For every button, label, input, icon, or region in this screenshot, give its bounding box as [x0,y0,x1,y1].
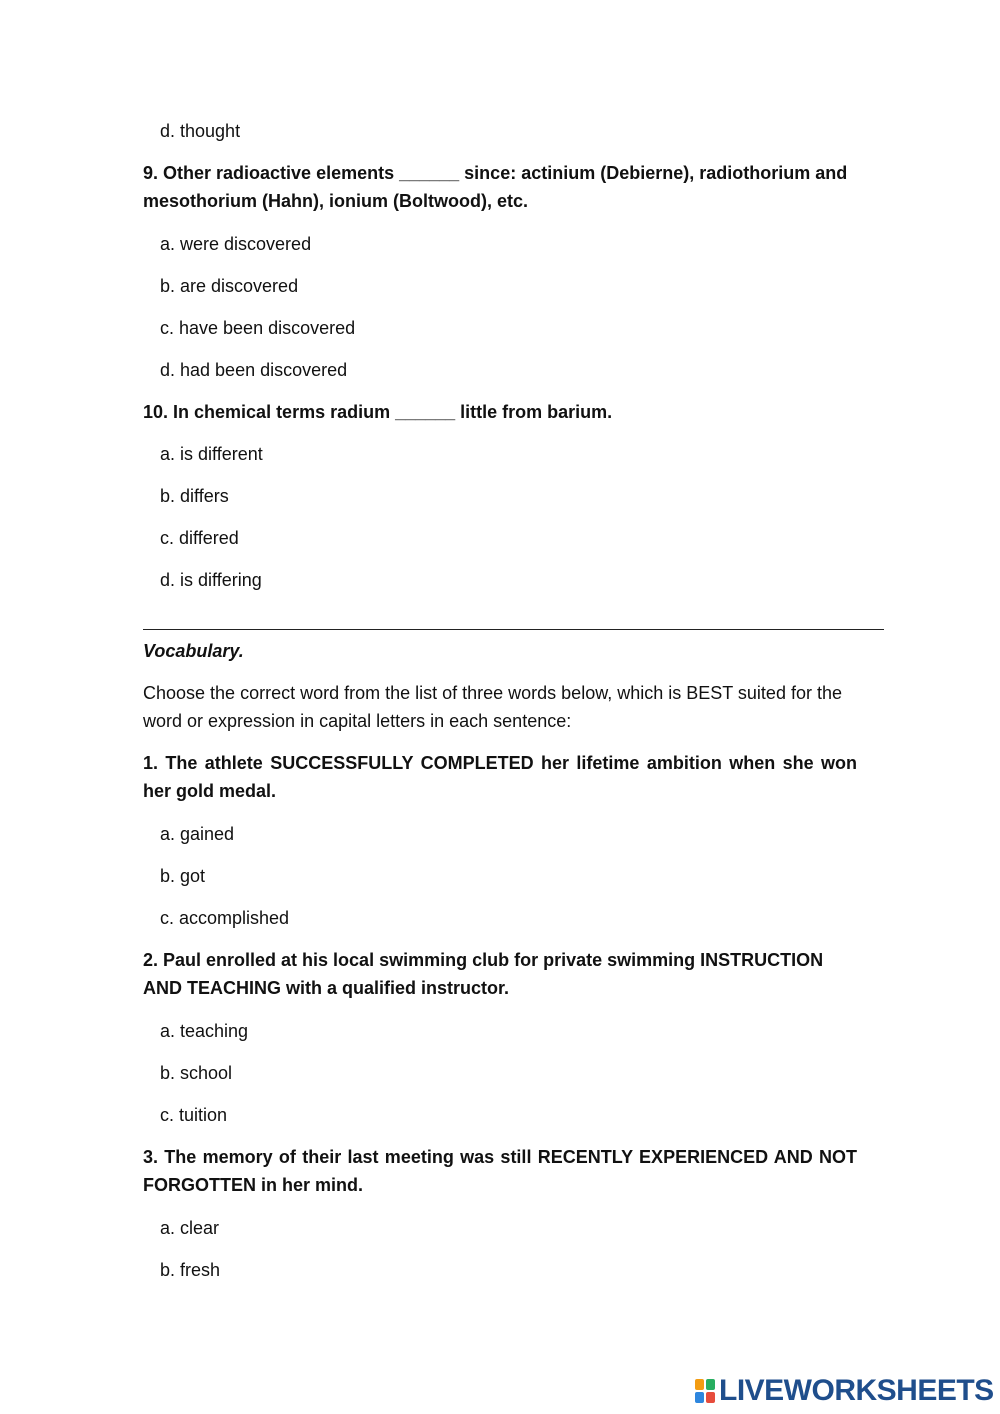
q9-option-d[interactable]: d. had been discovered [160,360,348,380]
q9-option-b[interactable]: b. are discovered [160,276,299,296]
vocab-q3-option-b[interactable]: b. fresh [160,1260,221,1280]
q10-option-b[interactable]: b. differs [160,486,229,506]
vocab-q2-option-b[interactable]: b. school [160,1063,233,1083]
q9-option-c[interactable]: c. have been discovered [160,318,356,338]
vocab-q2-option-c[interactable]: c. tuition [160,1105,228,1125]
q8-option-d: d. thought [160,121,241,141]
vocab-q1-option-c[interactable]: c. accomplished [160,908,290,928]
vocab-q2-question: 2. Paul enrolled at his local swimming club for private swimming INSTRUCTION AND TEACHING with a qualified instructor. [143,950,824,998]
logo-mark-square [695,1392,704,1403]
vocab-q3-option-a[interactable]: a. clear [160,1218,220,1238]
q9-option-a[interactable]: a. were discovered [160,234,312,254]
vocab-q2-option-a[interactable]: a. teaching [160,1021,249,1041]
logo-mark-square [695,1379,704,1390]
q9-question: 9. Other radioactive elements ______ since: actinium (Debierne), radiothorium and mesothorium (Hahn), ionium (Boltwood), etc. [143,163,848,211]
vocabulary-instructions: Choose the correct word from the list of three words below, which is BEST suited for the word or expression in capital letters in each sentence: [143,683,842,731]
logo-text: LIVEWORKSHEETS [719,1374,994,1407]
q10-option-d[interactable]: d. is differing [160,570,262,590]
vocab-q3-question: 3. The memory of their last meeting was still RECENTLY EXPERIENCED AND NOT FORGOTTEN in her mind. [143,1147,857,1195]
vocab-q1-option-b[interactable]: b. got [160,866,206,886]
liveworksheets-logo-icon [694,1378,716,1404]
vocab-q1-question: 1. The athlete SUCCESSFULLY COMPLETED her lifetime ambition when she won her gold medal. [143,753,857,801]
liveworksheets-logo [694,1374,994,1408]
q10-option-c[interactable]: c. differed [160,528,239,548]
vocabulary-heading: Vocabulary. [143,641,244,661]
section-divider [143,629,884,630]
q10-question: 10. In chemical terms radium ______ little from barium. [143,402,613,422]
logo-mark-square [706,1392,715,1403]
vocab-q1-option-a[interactable]: a. gained [160,824,235,844]
q10-option-a[interactable]: a. is different [160,444,263,464]
logo-mark-square [706,1379,715,1390]
